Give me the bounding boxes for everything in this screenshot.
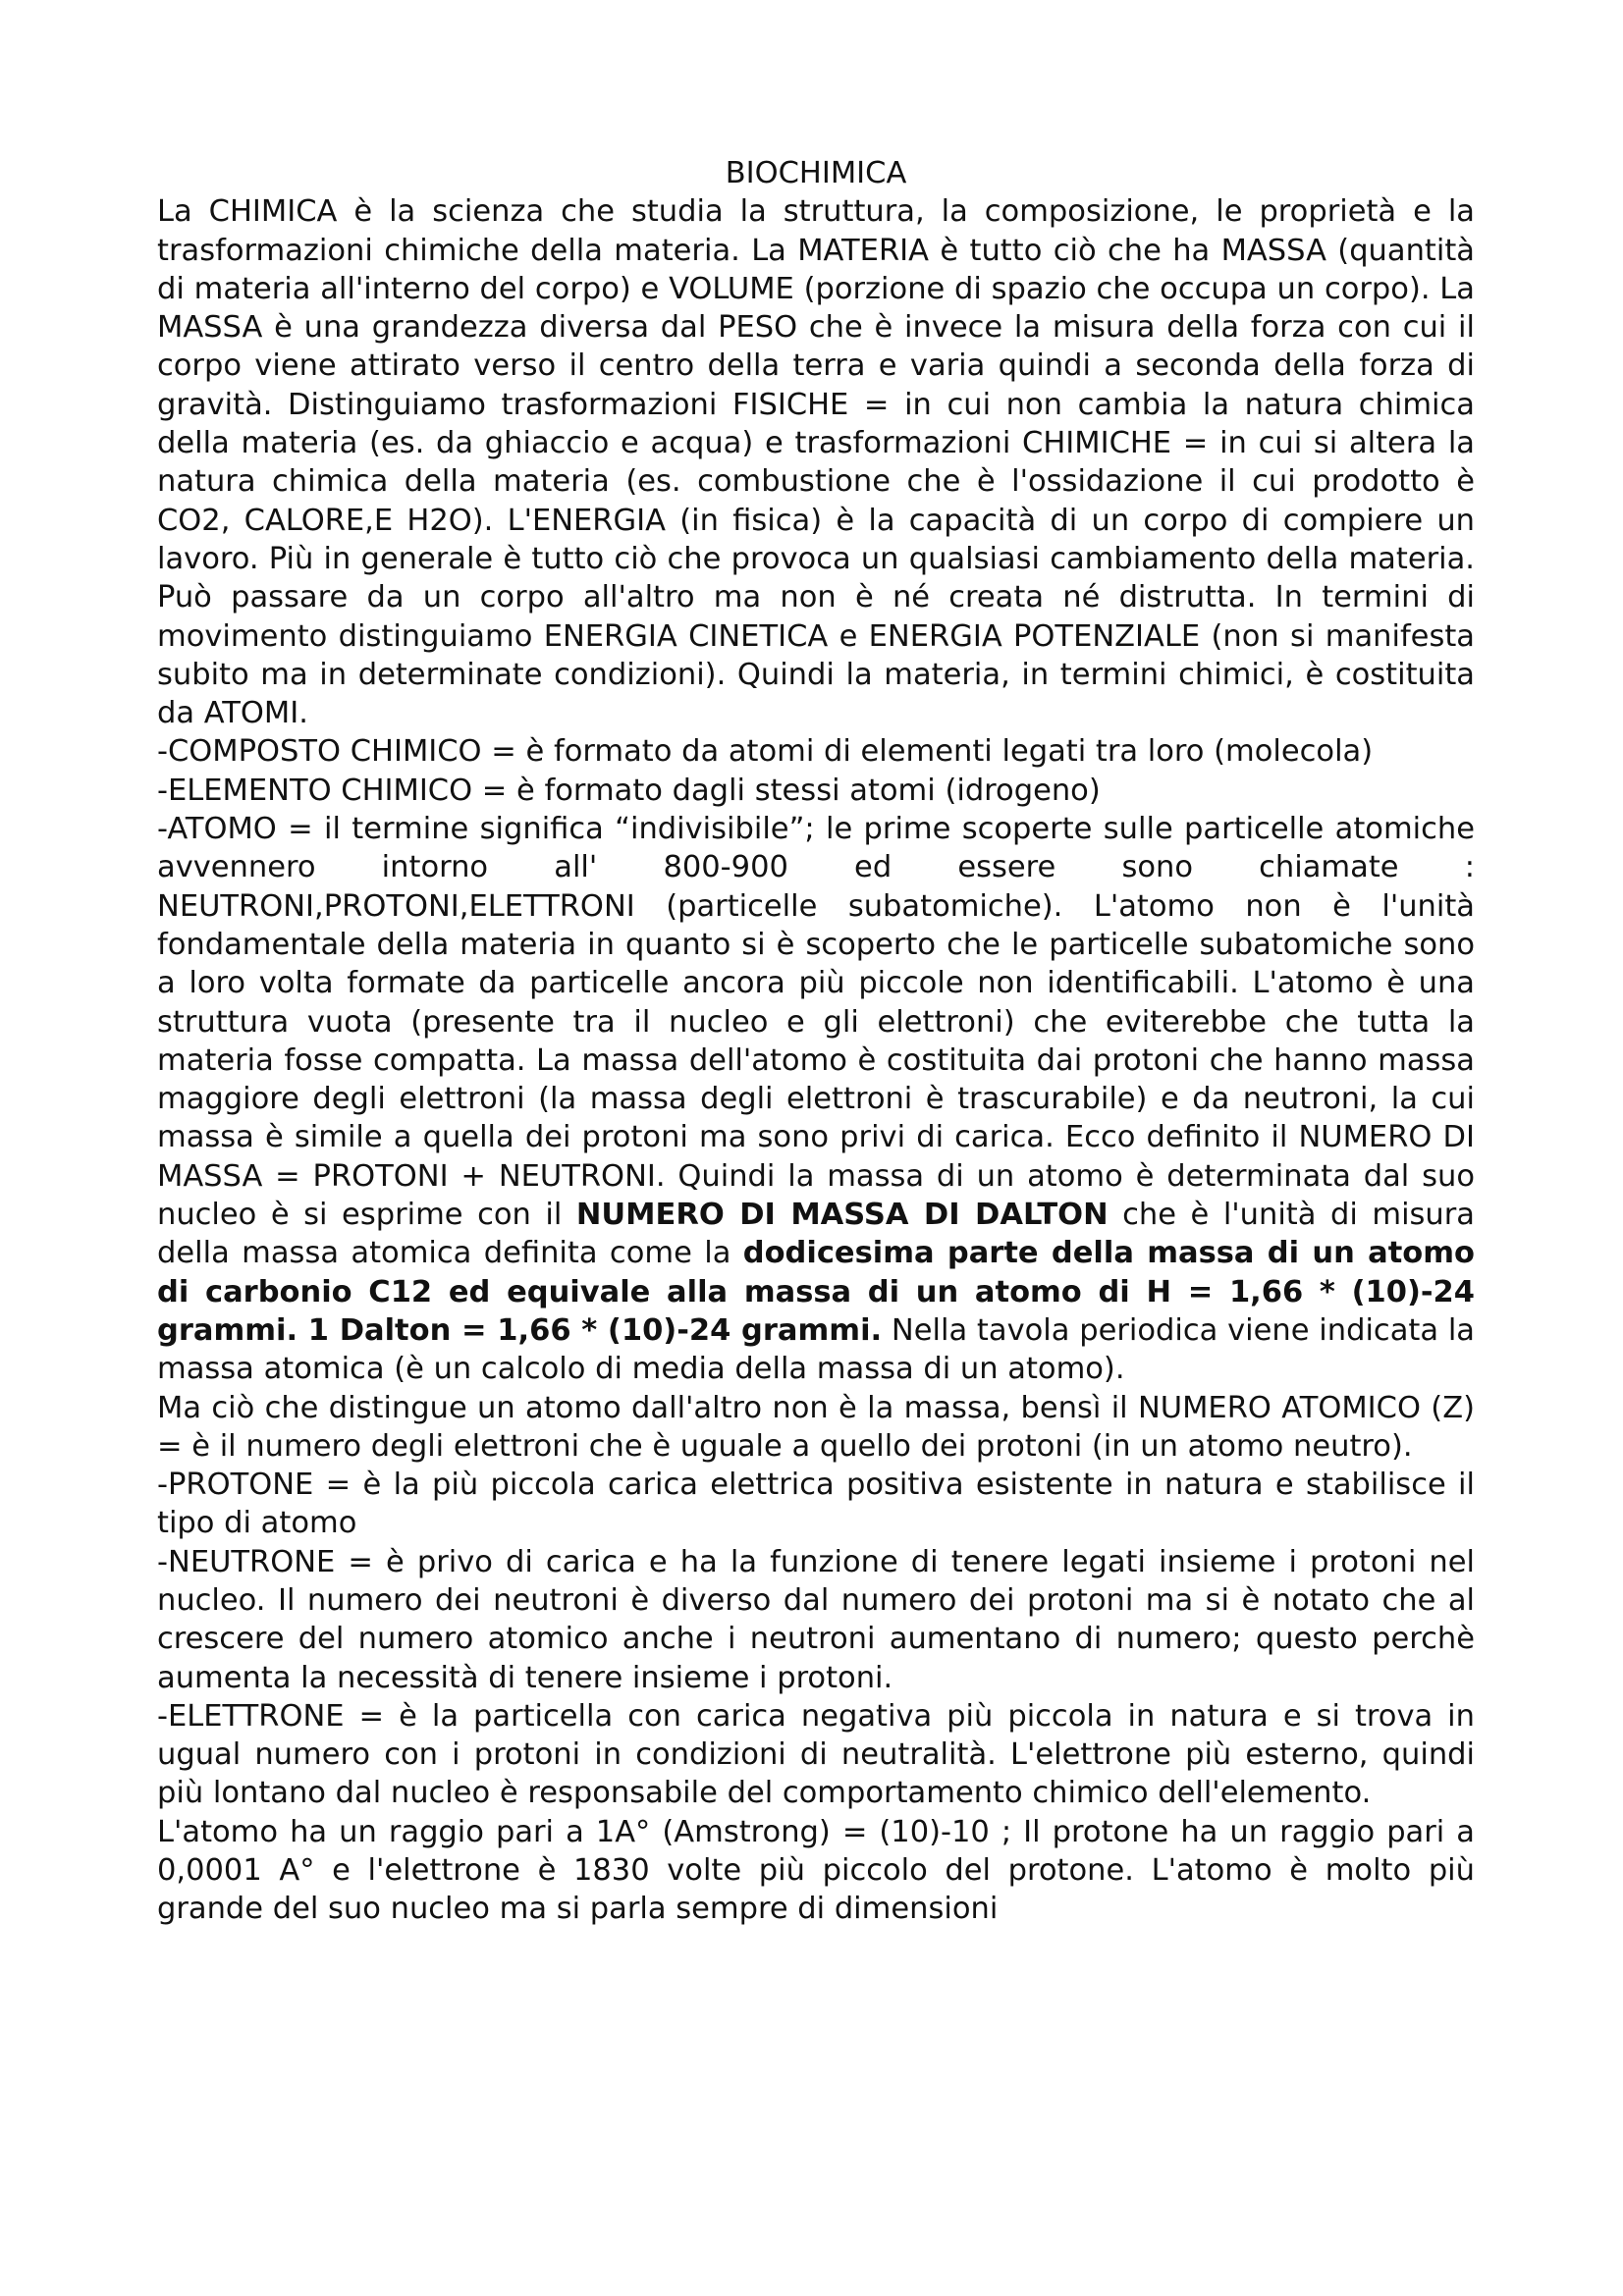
document-body	[157, 192, 1475, 1928]
paragraph	[157, 1697, 1475, 1813]
paragraph	[157, 192, 1475, 732]
text-segment: La CHIMICA è la scienza che studia la struttura, la composizione, le proprietà e la trasformazioni chimiche della materia. La MATERIA è tutto ciò che ha MASSA (quantità di materia all'interno del corpo) e VOLUME (porzione di spazio che occupa un corpo). La MASSA è una grandezza diversa dal PESO che è invece la misura della forza con cui il corpo viene attirato verso il centro della terra e varia quindi a seconda della forza di gravità. Distinguiamo trasformazioni FISICHE = in cui non cambia la natura chimica della materia (es. da ghiaccio e acqua) e trasformazioni CHIMICHE = in cui si altera la natura chimica della materia (es. combustione che è l'ossidazione il cui prodotto è CO2, CALORE,E H2O). L'ENERGIA (in fisica) è la capacità di un corpo di compiere un lavoro. Più in generale è tutto ciò che provoca un qualsiasi cambiamento della materia. Può passare da un corpo all'altro ma non è né creata né distrutta. In termini di movimento distinguiamo ENERGIA CINETICA e ENERGIA POTENZIALE (non si manifesta subito ma in determinate condizioni). Quindi la materia, in termini chimici, è costituita da ATOMI.	[157, 194, 1475, 731]
paragraph	[157, 1543, 1475, 1697]
text-segment: L'atomo ha un raggio pari a 1A° (Amstrong) = (10)-10 ; Il protone ha un raggio pari a 0,0001 A° e l'elettrone è 1830 volte più piccolo del protone. L'atomo è molto più grande del suo nucleo ma si parla sempre di dimensioni	[157, 1814, 1475, 1927]
paragraph	[157, 772, 1475, 810]
document-page	[157, 154, 1475, 1929]
text-segment: -ELETTRONE = è la particella con carica negativa più piccola in natura e si trova in ugual numero con i protoni in condizioni di neutralità. L'elettrone più esterno, quindi più lontano dal nucleo è responsabile del comportamento chimico dell'elemento.	[157, 1698, 1475, 1811]
text-segment: -PROTONE = è la più piccola carica elettrica positiva esistente in natura e stabilisce il tipo di atomo	[157, 1468, 1475, 1541]
text-segment: -ATOMO = il termine significa “indivisibile”; le prime scoperte sulle particelle atomiche avvennero intorno all' 800-900 ed essere sono chiamate : NEUTRONI,PROTONI,ELETTRONI (particelle subatomiche). L'atomo non è l'unità fondamentale della materia in quanto si è scoperto che le particelle subatomiche sono a loro volta formate da particelle ancora più piccole non identificabili. L'atomo è una struttura vuota (presente tra il nucleo e gli elettroni) che eviterebbe che tutta la materia fosse compatta. La massa dell'atomo è costituita dai protoni che hanno massa maggiore degli elettroni (la massa degli elettroni è trascurabile) e da neutroni, la cui massa è simile a quella dei protoni ma sono privi di carica. Ecco definito il NUMERO DI MASSA = PROTONI + NEUTRONI. Quindi la massa di un atomo è determinata dal suo nucleo è si esprime con il	[157, 812, 1475, 1233]
document-title: BIOCHIMICA	[725, 156, 907, 190]
paragraph	[157, 1389, 1475, 1467]
paragraph	[157, 810, 1475, 1388]
paragraph	[157, 732, 1475, 771]
paragraph	[157, 1466, 1475, 1543]
text-segment: -ELEMENTO CHIMICO = è formato dagli stessi atomi (idrogeno)	[157, 773, 1101, 808]
bold-text-segment: dodicesima parte della massa di un atomo di carbonio C12 ed equivale alla massa di un atomo di H = 1,66 * (10)-24 grammi. 1 Dalton = 1,66 * (10)-24 grammi.	[157, 1236, 1475, 1348]
bold-text-segment: NUMERO DI MASSA DI DALTON	[575, 1198, 1109, 1233]
paragraph	[157, 1813, 1475, 1929]
text-segment: -COMPOSTO CHIMICO = è formato da atomi di elementi legati tra loro (molecola)	[157, 734, 1374, 770]
text-segment: -NEUTRONE = è privo di carica e ha la funzione di tenere legati insieme i protoni nel nucleo. Il numero dei neutroni è diverso dal numero dei protoni ma si è notato che al crescere del numero atomico anche i neutroni aumentano di numero; questo perchè aumenta la necessità di tenere insieme i protoni.	[157, 1544, 1475, 1695]
text-segment: Ma ciò che distingue un atomo dall'altro non è la massa, bensì il NUMERO ATOMICO (Z) = è il numero degli elettroni che è uguale a quello dei protoni (in un atomo neutro).	[157, 1390, 1475, 1464]
text-segment: che è l'unità di misura della massa atomica definita come la	[157, 1198, 1475, 1271]
text-segment: Nella tavola periodica viene indicata la massa atomica (è un calcolo di media della massa di un atomo).	[157, 1312, 1475, 1387]
